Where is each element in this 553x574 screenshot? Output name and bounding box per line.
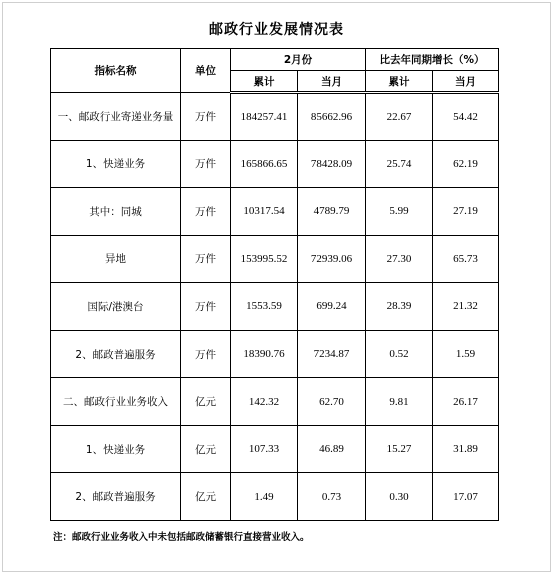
- table-body: [51, 93, 499, 521]
- cumulative-value-cell: 1.49: [231, 473, 298, 521]
- document-title: 邮政行业发展情况表: [209, 22, 344, 38]
- growth-cumulative-cell: 22.67: [366, 93, 433, 141]
- indicator-name-cell: 异地: [51, 235, 181, 283]
- unit-cell: 万件: [181, 93, 231, 141]
- indicator-name-cell: 其中：同城: [51, 188, 181, 236]
- cumulative-value-cell: 10317.54: [231, 188, 298, 236]
- header-growth-group: 比去年同期增长（%）: [366, 49, 499, 71]
- cumulative-value-cell: 18390.76: [231, 330, 298, 378]
- header-month-group: 2月份: [231, 49, 366, 71]
- indicator-name-cell: 2、邮政普遍服务: [51, 473, 181, 521]
- current-month-value-cell: 85662.96: [298, 93, 366, 141]
- unit-cell: 万件: [181, 283, 231, 331]
- footnote: 注：邮政行业业务收入中未包括邮政储蓄银行直接营业收入。: [53, 532, 310, 543]
- header-cumulative: 累计: [231, 71, 298, 93]
- header-growth-cumulative: 累计: [366, 71, 433, 93]
- unit-cell: 万件: [181, 330, 231, 378]
- table-row: [51, 93, 499, 141]
- table-row: [51, 473, 499, 521]
- current-month-value-cell: 699.24: [298, 283, 366, 331]
- growth-cumulative-cell: 25.74: [366, 140, 433, 188]
- growth-current-cell: 1.59: [433, 330, 499, 378]
- cumulative-value-cell: 142.32: [231, 378, 298, 426]
- growth-current-cell: 62.19: [433, 140, 499, 188]
- unit-cell: 万件: [181, 188, 231, 236]
- indicator-name-cell: 一、邮政行业寄递业务量: [51, 93, 181, 141]
- growth-current-cell: 17.07: [433, 473, 499, 521]
- growth-cumulative-cell: 5.99: [366, 188, 433, 236]
- growth-current-cell: 21.32: [433, 283, 499, 331]
- header-indicator-name: 指标名称: [51, 49, 181, 93]
- unit-cell: 亿元: [181, 473, 231, 521]
- growth-cumulative-cell: 28.39: [366, 283, 433, 331]
- header-growth-current: 当月: [433, 71, 499, 93]
- current-month-value-cell: 4789.79: [298, 188, 366, 236]
- indicator-name-cell: 二、邮政行业业务收入: [51, 378, 181, 426]
- current-month-value-cell: 62.70: [298, 378, 366, 426]
- growth-cumulative-cell: 15.27: [366, 425, 433, 473]
- current-month-value-cell: 72939.06: [298, 235, 366, 283]
- growth-current-cell: 26.17: [433, 378, 499, 426]
- indicator-name-cell: 2、邮政普遍服务: [51, 330, 181, 378]
- growth-current-cell: 54.42: [433, 93, 499, 141]
- cumulative-value-cell: 153995.52: [231, 235, 298, 283]
- cumulative-value-cell: 1553.59: [231, 283, 298, 331]
- growth-current-cell: 27.19: [433, 188, 499, 236]
- growth-cumulative-cell: 27.30: [366, 235, 433, 283]
- cumulative-value-cell: 107.33: [231, 425, 298, 473]
- table-row: [51, 425, 499, 473]
- current-month-value-cell: 0.73: [298, 473, 366, 521]
- current-month-value-cell: 78428.09: [298, 140, 366, 188]
- table-row: [51, 330, 499, 378]
- indicator-name-cell: 国际/港澳台: [51, 283, 181, 331]
- cumulative-value-cell: 184257.41: [231, 93, 298, 141]
- growth-cumulative-cell: 0.52: [366, 330, 433, 378]
- current-month-value-cell: 7234.87: [298, 330, 366, 378]
- growth-current-cell: 65.73: [433, 235, 499, 283]
- header-unit: 单位: [181, 49, 231, 93]
- unit-cell: 亿元: [181, 425, 231, 473]
- header-current-month: 当月: [298, 71, 366, 93]
- growth-cumulative-cell: 9.81: [366, 378, 433, 426]
- indicator-name-cell: 1、快递业务: [51, 425, 181, 473]
- growth-cumulative-cell: 0.30: [366, 473, 433, 521]
- table-row: [51, 378, 499, 426]
- unit-cell: 万件: [181, 235, 231, 283]
- unit-cell: 亿元: [181, 378, 231, 426]
- indicator-name-cell: 1、快递业务: [51, 140, 181, 188]
- table-row: [51, 188, 499, 236]
- unit-cell: 万件: [181, 140, 231, 188]
- table-row: [51, 235, 499, 283]
- current-month-value-cell: 46.89: [298, 425, 366, 473]
- cumulative-value-cell: 165866.65: [231, 140, 298, 188]
- growth-current-cell: 31.89: [433, 425, 499, 473]
- postal-statistics-table: [50, 48, 499, 521]
- table-row: [51, 283, 499, 331]
- table-row: [51, 140, 499, 188]
